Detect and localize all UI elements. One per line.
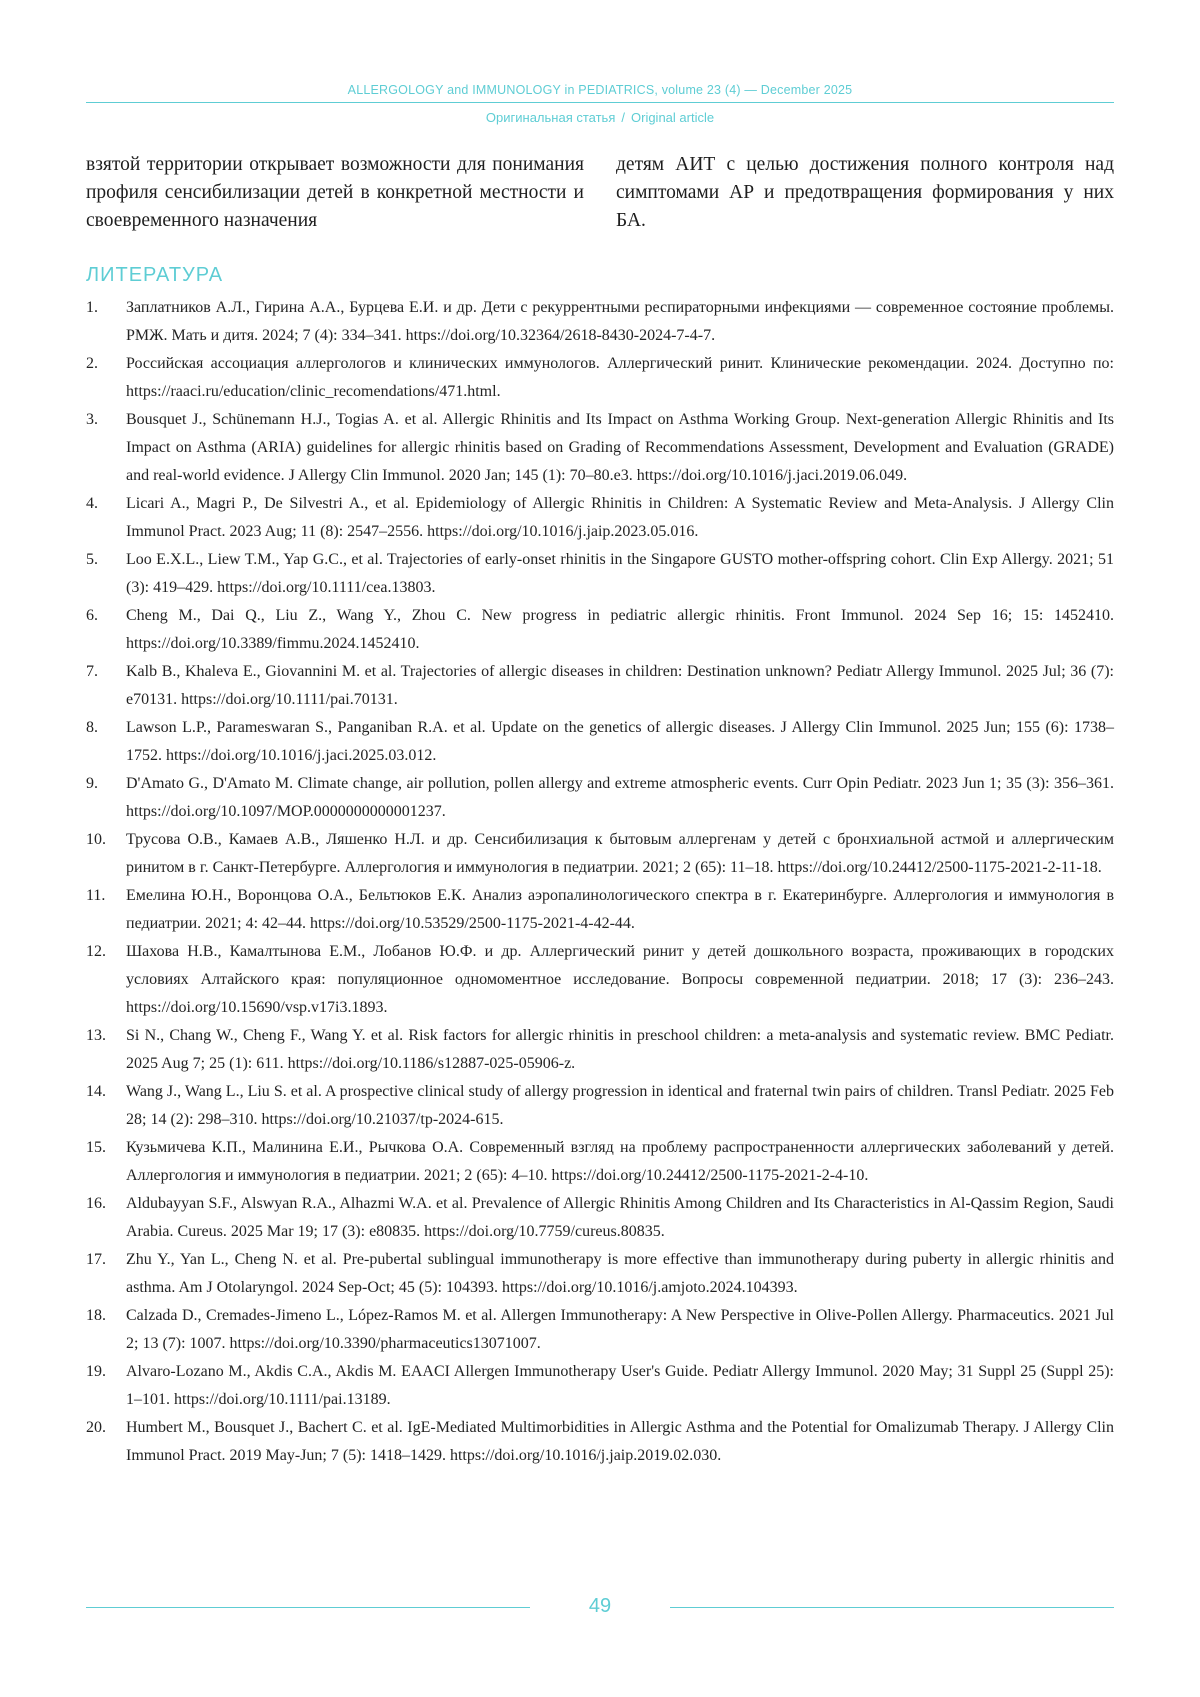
reference-item xyxy=(86,1414,1114,1470)
reference-number: 17. xyxy=(86,1251,106,1268)
reference-item xyxy=(86,1302,1114,1358)
reference-number: 13. xyxy=(86,1027,106,1044)
reference-item xyxy=(86,546,1114,602)
reference-text: Loo E.X.L., Liew T.M., Yap G.C., et al. Trajectories of early-onset rhinitis in the Singapore GUSTO mother-offspring cohort. Clin Exp Allergy. 2021; 51 (3): 419–429. https://doi.org/10.1111/cea.13803. xyxy=(126,551,1114,596)
reference-text: Calzada D., Cremades-Jimeno L., López-Ramos M. et al. Allergen Immunotherapy: A New Perspective in Olive-Pollen Allergy. Pharmaceutics. 2021 Jul 2; 13 (7): 1007. https://doi.org/10.3390/pharmaceutics13071007. xyxy=(126,1307,1114,1352)
reference-item xyxy=(86,1022,1114,1078)
journal-title: ALLERGOLOGY and IMMUNOLOGY in PEDIATRICS, volume 23 (4) — December 2025 xyxy=(86,82,1114,103)
reference-item xyxy=(86,770,1114,826)
reference-number: 3. xyxy=(86,411,98,428)
reference-text: Alvaro-Lozano M., Akdis C.A., Akdis M. EAACI Allergen Immunotherapy User's Guide. Pediatr Allergy Immunol. 2020 May; 31 Suppl 25 (Suppl 25): 1–101. https://doi.org/10.1111/pai.13189. xyxy=(126,1363,1114,1408)
body-text-right-column: детям АИТ с целью достижения полного контроля над симптомами АР и предотвращения формирования у них БА. xyxy=(616,154,1114,231)
reference-text: Емелина Ю.Н., Воронцова О.А., Бельтюков Е.К. Анализ аэропалинологического спектра в г. Екатеринбурге. Аллергология и иммунология в педиатрии. 2021; 4: 42–44. https://doi.org/10.53529/2500-1175-2021-4-42-44. xyxy=(126,887,1114,932)
reference-item xyxy=(86,294,1114,350)
reference-item xyxy=(86,1078,1114,1134)
reference-item xyxy=(86,658,1114,714)
reference-text: Licari A., Magri P., De Silvestri A., et al. Epidemiology of Allergic Rhinitis in Children: A Systematic Review and Meta-Analysis. J Allergy Clin Immunol Pract. 2023 Aug; 11 (8): 2547–2556. https://doi.org/10.1016/j.jaip.2023.05.016. xyxy=(126,495,1114,540)
article-type xyxy=(86,110,1114,126)
reference-number: 20. xyxy=(86,1419,106,1436)
reference-item xyxy=(86,350,1114,406)
reference-number: 15. xyxy=(86,1139,106,1156)
reference-item xyxy=(86,938,1114,1022)
page-number: 49 xyxy=(588,1595,612,1617)
reference-number: 2. xyxy=(86,355,98,372)
reference-item xyxy=(86,1134,1114,1190)
reference-number: 1. xyxy=(86,299,98,316)
reference-text: Bousquet J., Schünemann H.J., Togias A. et al. Allergic Rhinitis and Its Impact on Asthma Working Group. Next-generation Allergic Rhinitis and Its Impact on Asthma (ARIA) guidelines for allergic rhinitis based on Grading of Recommendations Assessment, Development and Evaluation (GRADE) and real-world evidence. J Allergy Clin Immunol. 2020 Jan; 145 (1): 70–80.e3. https://doi.org/10.1016/j.jaci.2019.06.049. xyxy=(126,411,1114,484)
reference-text: Шахова Н.В., Камалтынова Е.М., Лобанов Ю.Ф. и др. Аллергический ринит у детей дошкольного возраста, проживающих в городских условиях Алтайского края: популяционное одномоментное исследование. Вопросы современной педиатрии. 2018; 17 (3): 236–243. https://doi.org/10.15690/vsp.v17i3.1893. xyxy=(126,943,1114,1016)
article-type-ru: Оригинальная статья xyxy=(485,110,616,125)
reference-text: Si N., Chang W., Cheng F., Wang Y. et al. Risk factors for allergic rhinitis in preschool children: a meta-analysis and systematic review. BMC Pediatr. 2025 Aug 7; 25 (1): 611. https://doi.org/10.1186/s12887-025-05906-z. xyxy=(126,1027,1114,1072)
reference-item xyxy=(86,826,1114,882)
reference-number: 8. xyxy=(86,719,98,736)
reference-text: Кузьмичева К.П., Малинина Е.И., Рычкова О.А. Современный взгляд на проблему распространенности аллергических заболеваний у детей. Аллергология и иммунология в педиатрии. 2021; 2 (65): 4–10. https://doi.org/10.24412/2500-1175-2021-2-4-10. xyxy=(126,1139,1114,1184)
reference-text: Трусова О.В., Камаев А.В., Ляшенко Н.Л. и др. Сенсибилизация к бытовым аллергенам у детей с бронхиальной астмой и аллергическим ринитом в г. Санкт-Петербурге. Аллергология и иммунология в педиатрии. 2021; 2 (65): 11–18. https://doi.org/10.24412/2500-1175-2021-2-11-18. xyxy=(126,831,1114,876)
reference-number: 9. xyxy=(86,775,98,792)
reference-text: Lawson L.P., Parameswaran S., Panganiban R.A. et al. Update on the genetics of allergic diseases. J Allergy Clin Immunol. 2025 Jun; 155 (6): 1738–1752. https://doi.org/10.1016/j.jaci.2025.03.012. xyxy=(126,719,1114,764)
reference-number: 5. xyxy=(86,551,98,568)
reference-item xyxy=(86,714,1114,770)
reference-text: Wang J., Wang L., Liu S. et al. A prospective clinical study of allergy progression in identical and fraternal twin pairs of children. Transl Pediatr. 2025 Feb 28; 14 (2): 298–310. https://doi.org/10.21037/tp-2024-615. xyxy=(126,1083,1114,1128)
reference-text: Cheng M., Dai Q., Liu Z., Wang Y., Zhou C. New progress in pediatric allergic rhinitis. Front Immunol. 2024 Sep 16; 15: 1452410. https://doi.org/10.3389/fimmu.2024.1452410. xyxy=(126,607,1114,652)
reference-text: Kalb B., Khaleva E., Giovannini M. et al. Trajectories of allergic diseases in children: Destination unknown? Pediatr Allergy Immunol. 2025 Jul; 36 (7): e70131. https://doi.org/10.1111/pai.70131. xyxy=(126,663,1114,708)
reference-number: 6. xyxy=(86,607,98,624)
reference-number: 7. xyxy=(86,663,98,680)
article-type-separator: / xyxy=(621,110,625,125)
reference-item xyxy=(86,1190,1114,1246)
page-header xyxy=(86,82,1114,126)
reference-item xyxy=(86,602,1114,658)
reference-number: 11. xyxy=(86,887,106,904)
footer-rule-right xyxy=(670,1607,1114,1608)
references-list xyxy=(86,294,1114,1470)
reference-item xyxy=(86,406,1114,490)
reference-item xyxy=(86,882,1114,938)
reference-number: 10. xyxy=(86,831,106,848)
reference-number: 14. xyxy=(86,1083,106,1100)
reference-text: Aldubayyan S.F., Alswyan R.A., Alhazmi W.A. et al. Prevalence of Allergic Rhinitis Among Children and Its Characteristics in Al-Qassim Region, Saudi Arabia. Cureus. 2025 Mar 19; 17 (3): e80835. https://doi.org/10.7759/cureus.80835. xyxy=(126,1195,1114,1240)
body-text-left-column: взятой территории открывает возможности для понимания профиля сенсибилизации детей в конкретной местности и своевременного назначения xyxy=(86,154,584,231)
references-heading: ЛИТЕРАТУРА xyxy=(86,264,224,286)
reference-text: D'Amato G., D'Amato M. Climate change, air pollution, pollen allergy and extreme atmospheric events. Curr Opin Pediatr. 2023 Jun 1; 35 (3): 356–361. https://doi.org/10.1097/MOP.0000000000001237. xyxy=(126,775,1114,820)
reference-text: Humbert M., Bousquet J., Bachert C. et al. IgE-Mediated Multimorbidities in Allergic Asthma and the Potential for Omalizumab Therapy. J Allergy Clin Immunol Pract. 2019 May-Jun; 7 (5): 1418–1429. https://doi.org/10.1016/j.jaip.2019.02.030. xyxy=(126,1419,1114,1464)
reference-number: 16. xyxy=(86,1195,106,1212)
article-type-en: Original article xyxy=(631,110,715,125)
reference-number: 4. xyxy=(86,495,98,512)
reference-item xyxy=(86,490,1114,546)
reference-item xyxy=(86,1246,1114,1302)
page-footer xyxy=(86,1594,1114,1618)
reference-number: 18. xyxy=(86,1307,106,1324)
body-text xyxy=(86,151,1114,235)
reference-text: Российская ассоциация аллергологов и клинических иммунологов. Аллергический ринит. Клинические рекомендации. 2024. Доступно по: https://raaci.ru/education/clinic_recomendations/471.html. xyxy=(126,355,1114,400)
reference-text: Zhu Y., Yan L., Cheng N. et al. Pre-pubertal sublingual immunotherapy is more effective than immunotherapy during puberty in allergic rhinitis and asthma. Am J Otolaryngol. 2024 Sep-Oct; 45 (5): 104393. https://doi.org/10.1016/j.amjoto.2024.104393. xyxy=(126,1251,1114,1296)
reference-number: 12. xyxy=(86,943,106,960)
reference-item xyxy=(86,1358,1114,1414)
reference-number: 19. xyxy=(86,1363,106,1380)
reference-text: Заплатников А.Л., Гирина А.А., Бурцева Е.И. и др. Дети с рекуррентными респираторными инфекциями — современное состояние проблемы. РМЖ. Мать и дитя. 2024; 7 (4): 334–341. https://doi.org/10.32364/2618-8430-2024-7-4-7. xyxy=(126,299,1114,344)
